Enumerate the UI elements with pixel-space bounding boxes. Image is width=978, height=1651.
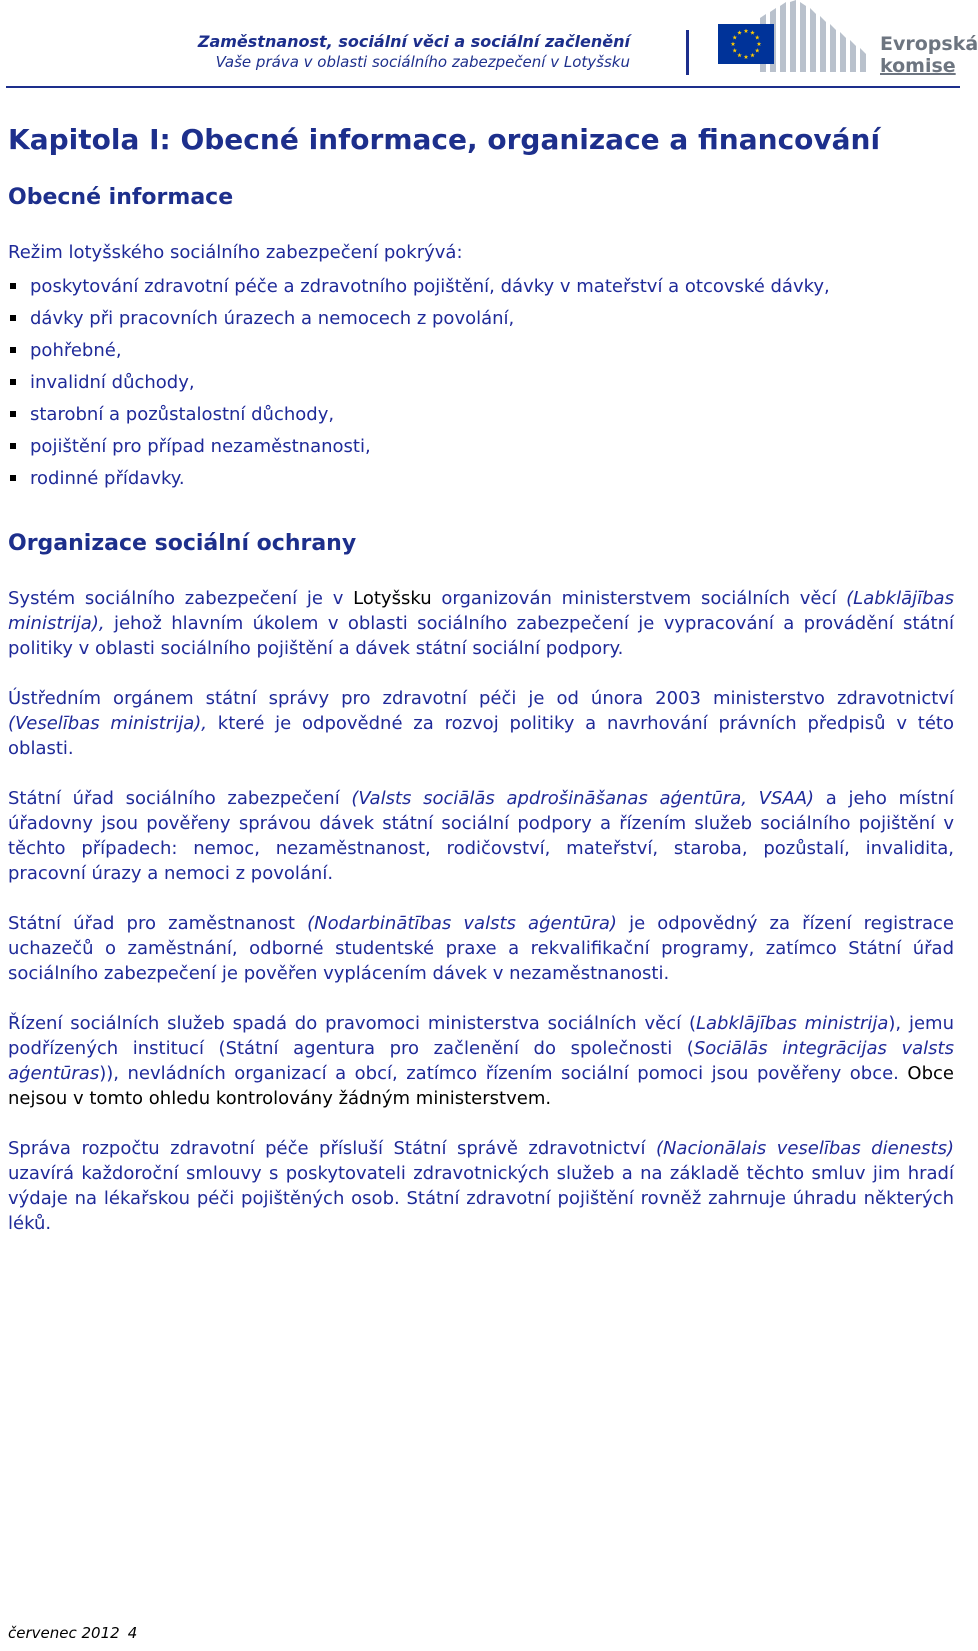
paragraph-system	[8, 586, 954, 661]
paragraph-social-services	[8, 1011, 954, 1111]
section-heading-organization: Organizace sociální ochrany	[8, 531, 357, 556]
text-run: Obce nejsou v tomto ohledu kontrolovány žádným ministerstvem.	[8, 1063, 954, 1109]
text-run-italic: Labklājības ministrija	[695, 1013, 889, 1034]
text-run-italic: (Labklājības ministrija),	[8, 588, 954, 634]
header-rule	[6, 86, 960, 88]
text-run-italic: Sociālās integrācijas valsts aģentūras	[8, 1038, 954, 1084]
main-content	[8, 122, 954, 1236]
section-heading-general: Obecné informace	[8, 185, 234, 210]
paragraph-health-budget	[8, 1136, 954, 1236]
paragraph-health-ministry	[8, 686, 954, 761]
text-run-italic: (Valsts sociālās apdrošināšanas aģentūra, VSAA)	[351, 788, 815, 809]
text-run: ), jemu podřízených institucí (Státní agentura pro začlenění do společnosti (	[8, 1013, 954, 1059]
page-header	[0, 0, 978, 88]
text-run: jehož hlavním úkolem v oblasti sociálního zabezpečení je vypracování a provádění státní politiky v oblasti sociálního pojištění a dávek státní sociální podpory.	[8, 613, 954, 659]
list-item: pojištění pro případ nezaměstnanosti,	[8, 434, 954, 460]
list-item: starobní a pozůstalostní důchody,	[8, 402, 954, 428]
text-run: Správa rozpočtu zdravotní péče přísluší Státní správě zdravotnictví	[8, 1138, 646, 1159]
text-run-italic: (Veselības ministrija),	[8, 713, 207, 734]
text-run: Ústředním orgánem státní správy pro zdravotní péči je od února 2003 ministerstvo zdravotnictví	[8, 688, 954, 709]
list-item: pohřebné,	[8, 338, 954, 364]
text-run: a jeho místní úřadovny jsou pověřeny správou dávek státní sociální podpory a řízením služeb sociálního pojištění v těchto případech: nemoc, nezaměstnanost, rodičovství, mateřství, staroba, pozůstalí, invalidita, pracovní úrazy a nemoci z povolání.	[8, 788, 954, 884]
text-run: je odpovědný za řízení registrace uchazečů o zaměstnání, odborné studentské praxe a rekvalifikační programy, zatímco Státní úřad sociálního zabezpečení je pověřen vyplácením dávek v nezaměstnanosti.	[8, 913, 954, 984]
logo-text-line1: Evropská	[880, 33, 978, 55]
coverage-list	[8, 274, 954, 492]
list-item: invalidní důchody,	[8, 370, 954, 396]
paragraph-employment-agency	[8, 911, 954, 986]
header-text	[198, 32, 630, 72]
list-item: rodinné přídavky.	[8, 466, 954, 492]
text-run: Státní úřad pro zaměstnanost	[8, 913, 295, 934]
text-run: které je odpovědné za rozvoj politiky a navrhování právních předpisů v této oblasti.	[8, 713, 954, 759]
chapter-title: Kapitola I: Obecné informace, organizace a financování	[8, 123, 881, 156]
text-run: Státní úřad sociálního zabezpečení	[8, 788, 340, 809]
text-run: organizován ministerstvem sociálních věcí	[441, 588, 837, 609]
text-run: Systém sociálního zabezpečení je v	[8, 588, 344, 609]
header-subtitle: Vaše práva v oblasti sociálního zabezpečení v Lotyšsku	[215, 53, 630, 71]
text-run-italic: (Nodarbinātības valsts aģentūra)	[307, 913, 617, 934]
list-item: poskytování zdravotní péče a zdravotního pojištění, dávky v mateřství a otcovské dávky,	[8, 274, 954, 300]
text-run: )), nevládních organizací a obcí, zatímco řízením sociální pomoci jsou pověřeny obce.	[99, 1063, 899, 1084]
text-run: Lotyšsku	[353, 588, 432, 609]
logo-text-line2: komise	[880, 55, 956, 77]
text-run: uzavírá každoroční smlouvy s poskytovateli zdravotnických služeb a na základě těchto smluv jim hradí výdaje na lékařskou péči pojištěných osob. Státní zdravotní pojištění rovněž zahrnuje úhradu některých léků.	[8, 1163, 954, 1234]
header-divider	[686, 30, 689, 75]
text-run: Řízení sociálních služeb spadá do pravomoci ministerstva sociálních věcí (	[8, 1013, 696, 1034]
page-number: 4	[127, 1624, 138, 1642]
footer-date: červenec 2012	[8, 1624, 120, 1642]
text-run-italic: (Nacionālais veselības dienests)	[655, 1138, 954, 1159]
header-title: Zaměstnanost, sociální věci a sociální začlenění	[197, 32, 630, 51]
general-intro: Režim lotyšského sociálního zabezpečení pokrývá:	[8, 242, 463, 263]
page-footer	[8, 1624, 145, 1642]
list-item: dávky při pracovních úrazech a nemocech z povolání,	[8, 306, 954, 332]
paragraph-vsaa	[8, 786, 954, 886]
logo-text	[880, 33, 978, 77]
